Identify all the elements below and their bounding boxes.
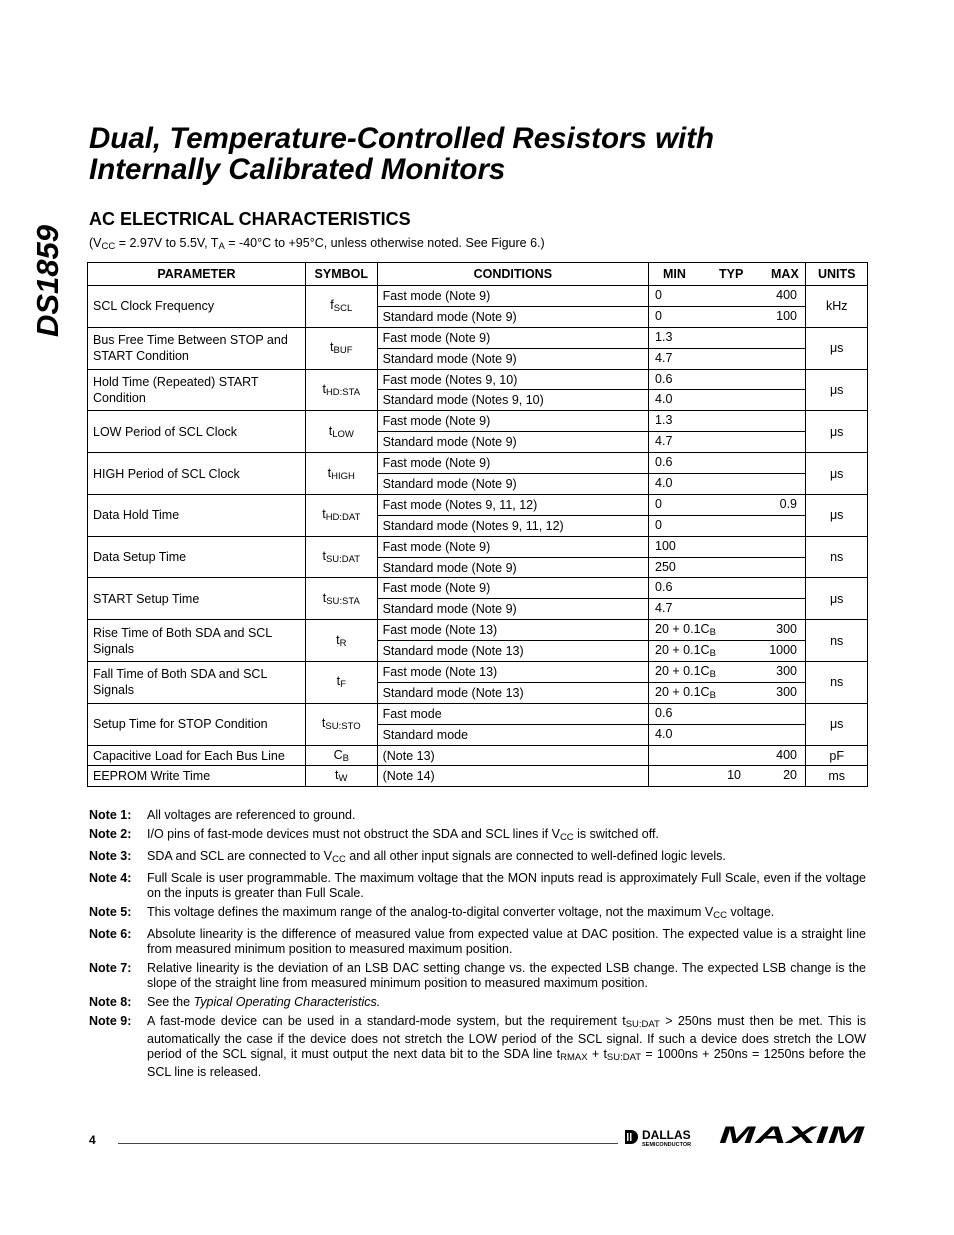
min-value bbox=[655, 727, 715, 741]
min-text: 4.7 bbox=[655, 601, 673, 616]
symbol-subscript: LOW bbox=[332, 428, 354, 440]
symbol-cell bbox=[305, 766, 377, 787]
condition-cell: Fast mode (Notes 9, 10) bbox=[377, 369, 648, 390]
condition-cell: Fast mode (Note 9) bbox=[377, 536, 648, 557]
values-cell bbox=[649, 703, 806, 724]
min-value bbox=[655, 518, 715, 532]
condition-cell: Fast mode (Note 13) bbox=[377, 620, 648, 641]
symbol-cell bbox=[305, 369, 377, 411]
note-fragment: A fast-mode device can be used in a standard-mode system, but the requirement t bbox=[147, 1014, 626, 1028]
condition-cell: Standard mode (Note 9) bbox=[377, 306, 648, 327]
note-text bbox=[147, 849, 866, 867]
min-text: 4.7 bbox=[655, 434, 673, 449]
values-cell bbox=[649, 641, 806, 662]
param-cell: Hold Time (Repeated) START Condition bbox=[88, 369, 306, 411]
values-cell bbox=[649, 369, 806, 390]
symbol-cell bbox=[305, 703, 377, 745]
table-row bbox=[88, 453, 868, 474]
min-text: 0 bbox=[655, 288, 662, 302]
min-text: 20 + 0.1C bbox=[655, 664, 710, 679]
header-symbol: SYMBOL bbox=[305, 263, 377, 286]
note-fragment: > 250ns must then be met. This is automatically the case if the device does not stretch the LOW period of the SCL signal. If such a device does stretch the LOW period of the SCL signal, it must output the next data bit to the SDA line t bbox=[147, 1014, 866, 1061]
typ-value: 10 bbox=[727, 768, 742, 783]
symbol-base: t bbox=[335, 768, 339, 783]
units-cell: μs bbox=[806, 703, 868, 745]
param-cell: Data Hold Time bbox=[88, 494, 306, 536]
min-text: 4.0 bbox=[655, 392, 673, 407]
condition-cell: Standard mode (Notes 9, 11, 12) bbox=[377, 515, 648, 536]
symbol-subscript: R bbox=[339, 637, 347, 649]
min-value bbox=[655, 601, 715, 615]
min-subscript: B bbox=[709, 627, 716, 639]
values-cell bbox=[649, 745, 806, 766]
note-fragment: Full Scale is user programmable. The maximum voltage that the MON inputs read is approximately Full Scale, even if the voltage on the inputs is greater than Full Scale. bbox=[147, 871, 866, 900]
page-title bbox=[89, 123, 714, 185]
values-cell bbox=[649, 557, 806, 578]
values-cell bbox=[649, 474, 806, 495]
symbol-subscript: F bbox=[340, 679, 346, 691]
units-cell: ms bbox=[806, 766, 868, 787]
note-label: Note 1: bbox=[89, 808, 132, 822]
header-conditions: CONDITIONS bbox=[377, 263, 648, 286]
table-row bbox=[88, 662, 868, 683]
note-fragment: and all other input signals are connected to well-defined logic levels. bbox=[345, 849, 726, 863]
min-value bbox=[655, 497, 715, 511]
symbol-base: t bbox=[322, 590, 327, 605]
note-italic: Typical Operating Characteristics. bbox=[193, 995, 381, 1009]
note-label: Note 3: bbox=[89, 849, 132, 863]
condition-cell: Fast mode (Note 13) bbox=[377, 662, 648, 683]
min-value bbox=[655, 622, 735, 638]
values-cell bbox=[649, 348, 806, 369]
min-value bbox=[655, 580, 715, 594]
note-subscript: RMAX bbox=[560, 1052, 588, 1063]
title-line-2: Internally Calibrated Monitors bbox=[89, 153, 506, 186]
table-row bbox=[88, 766, 868, 787]
note-fragment: All voltages are referenced to ground. bbox=[147, 808, 356, 822]
note-label: Note 2: bbox=[89, 827, 132, 841]
note-label: Note 7: bbox=[89, 961, 132, 975]
note-subscript: SU:DAT bbox=[625, 1019, 660, 1030]
min-text: 20 + 0.1C bbox=[655, 622, 710, 637]
values-cell bbox=[649, 724, 806, 745]
note-label: Note 8: bbox=[89, 995, 132, 1009]
table-row bbox=[88, 494, 868, 515]
param-cell: Bus Free Time Between STOP and START Condition bbox=[88, 327, 306, 369]
note-subscript: SU:DAT bbox=[606, 1052, 642, 1063]
note-item bbox=[89, 927, 866, 957]
min-text: 4.7 bbox=[655, 350, 673, 365]
table-row bbox=[88, 411, 868, 432]
min-text: 4.0 bbox=[655, 476, 673, 491]
min-value bbox=[655, 351, 715, 365]
values-cell bbox=[649, 766, 806, 787]
min-subscript: B bbox=[709, 689, 716, 701]
min-value bbox=[655, 413, 715, 427]
note-item bbox=[89, 871, 866, 901]
param-cell: Setup Time for STOP Condition bbox=[88, 703, 306, 745]
note-text bbox=[147, 871, 866, 901]
min-value bbox=[655, 392, 715, 406]
ac-characteristics-table bbox=[87, 262, 868, 787]
min-text: 0.6 bbox=[655, 371, 673, 386]
symbol-subscript: SU:STA bbox=[326, 595, 360, 607]
min-value bbox=[655, 685, 735, 701]
note-text bbox=[147, 827, 866, 845]
condition-cell: Fast mode (Note 9) bbox=[377, 286, 648, 307]
values-cell bbox=[649, 286, 806, 307]
max-value: 0.9 bbox=[779, 496, 798, 511]
min-text: 0.6 bbox=[655, 705, 673, 720]
note-subscript: CC bbox=[559, 832, 574, 843]
table-row bbox=[88, 286, 868, 307]
param-cell: LOW Period of SCL Clock bbox=[88, 411, 306, 453]
svg-text:DALLAS: DALLAS bbox=[642, 1128, 691, 1142]
note-item bbox=[89, 961, 866, 991]
note-item bbox=[89, 1014, 866, 1080]
section-heading: AC ELECTRICAL CHARACTERISTICS bbox=[89, 209, 411, 229]
min-value bbox=[655, 706, 715, 720]
min-value bbox=[655, 476, 715, 490]
note-fragment: This voltage defines the maximum range of the analog-to-digital converter voltage, not the maximum V bbox=[147, 905, 714, 919]
values-cell bbox=[649, 682, 806, 703]
min-value bbox=[655, 309, 715, 323]
symbol-cell bbox=[305, 286, 377, 328]
param-cell: Capacitive Load for Each Bus Line bbox=[88, 745, 306, 766]
min-text: 20 + 0.1C bbox=[655, 684, 710, 699]
note-fragment: Absolute linearity is the difference of measured value from expected value at DAC position. The expected value is a straight line from measured minimum position to measured maximum position. bbox=[147, 927, 866, 956]
note-label: Note 5: bbox=[89, 905, 132, 919]
param-cell: EEPROM Write Time bbox=[88, 766, 306, 787]
symbol-base: t bbox=[321, 716, 326, 731]
note-item bbox=[89, 849, 866, 867]
symbol-base: C bbox=[333, 747, 343, 762]
symbol-subscript: HIGH bbox=[331, 470, 355, 482]
min-text: 0 bbox=[655, 308, 662, 323]
values-cell bbox=[649, 390, 806, 411]
values-cell bbox=[649, 453, 806, 474]
table-row bbox=[88, 703, 868, 724]
min-text: 250 bbox=[655, 559, 676, 574]
condition-cell: Fast mode (Note 9) bbox=[377, 453, 648, 474]
min-subscript: B bbox=[709, 669, 716, 681]
table-row bbox=[88, 578, 868, 599]
symbol-base: t bbox=[322, 549, 326, 564]
symbol-cell bbox=[305, 494, 377, 536]
param-cell: Data Setup Time bbox=[88, 536, 306, 578]
max-value: 300 bbox=[776, 684, 798, 699]
table-row bbox=[88, 620, 868, 641]
units-cell: pF bbox=[806, 745, 868, 766]
min-text: 1.3 bbox=[655, 329, 673, 344]
note-fragment: is switched off. bbox=[573, 827, 659, 841]
min-text: 0 bbox=[655, 496, 662, 511]
condition-cell: Standard mode (Note 9) bbox=[377, 432, 648, 453]
note-text bbox=[147, 808, 866, 823]
units-cell: μs bbox=[806, 578, 868, 620]
values-cell bbox=[649, 515, 806, 536]
symbol-base: f bbox=[330, 298, 334, 313]
min-value bbox=[655, 539, 715, 553]
param-cell: HIGH Period of SCL Clock bbox=[88, 453, 306, 495]
symbol-cell bbox=[305, 411, 377, 453]
units-cell: kHz bbox=[806, 286, 868, 328]
table-row bbox=[88, 369, 868, 390]
symbol-subscript: W bbox=[338, 773, 348, 785]
symbol-subscript: SU:DAT bbox=[325, 554, 361, 566]
table-header-row bbox=[88, 263, 868, 286]
header-min-typ-max: MIN TYP MAX bbox=[649, 263, 806, 286]
max-value: 20 bbox=[783, 768, 798, 783]
min-value bbox=[655, 288, 715, 302]
note-text bbox=[147, 1014, 866, 1080]
min-text: 20 + 0.1C bbox=[655, 643, 710, 658]
symbol-cell bbox=[305, 536, 377, 578]
max-value: 400 bbox=[776, 288, 798, 302]
values-cell bbox=[649, 599, 806, 620]
footer-rule bbox=[118, 1143, 618, 1144]
svg-text:SEMICONDUCTOR: SEMICONDUCTOR bbox=[642, 1142, 692, 1148]
min-value bbox=[655, 643, 735, 659]
min-value bbox=[655, 560, 715, 574]
symbol-cell bbox=[305, 578, 377, 620]
table-row bbox=[88, 327, 868, 348]
values-cell bbox=[649, 536, 806, 557]
note-subscript: CC bbox=[713, 910, 727, 921]
condition-cell: Fast mode (Note 9) bbox=[377, 578, 648, 599]
values-cell bbox=[649, 494, 806, 515]
units-cell: μs bbox=[806, 453, 868, 495]
max-value: 300 bbox=[776, 622, 798, 637]
condition-cell: Fast mode bbox=[377, 703, 648, 724]
min-value bbox=[655, 664, 735, 680]
min-text: 0 bbox=[655, 517, 662, 532]
param-cell: Fall Time of Both SDA and SCL Signals bbox=[88, 662, 306, 704]
symbol-cell bbox=[305, 453, 377, 495]
units-cell: μs bbox=[806, 327, 868, 369]
condition-cell: Standard mode (Note 9) bbox=[377, 474, 648, 495]
min-subscript: B bbox=[709, 648, 716, 660]
condition-cell: Standard mode bbox=[377, 724, 648, 745]
units-cell: ns bbox=[806, 620, 868, 662]
table-row bbox=[88, 536, 868, 557]
values-cell bbox=[649, 432, 806, 453]
maxim-logo bbox=[719, 1124, 866, 1146]
param-cell: SCL Clock Frequency bbox=[88, 286, 306, 328]
note-fragment: Relative linearity is the deviation of an LSB DAC setting change vs. the expected LSB change. The expected LSB change is the slope of the straight line from measured minimum position to measured maximum position. bbox=[147, 961, 866, 990]
condition-cell: Standard mode (Note 9) bbox=[377, 348, 648, 369]
symbol-subscript: BUF bbox=[333, 345, 353, 357]
condition-cell: (Note 14) bbox=[377, 766, 648, 787]
max-value: 400 bbox=[776, 747, 798, 762]
min-value bbox=[655, 330, 715, 344]
dallas-semiconductor-logo bbox=[623, 1126, 713, 1148]
min-value bbox=[655, 455, 715, 469]
note-subscript: CC bbox=[332, 854, 346, 865]
symbol-base: t bbox=[336, 632, 340, 647]
note-item bbox=[89, 995, 866, 1010]
header-units: UNITS bbox=[806, 263, 868, 286]
symbol-subscript: HD:STA bbox=[325, 386, 361, 398]
values-cell bbox=[649, 620, 806, 641]
units-cell: μs bbox=[806, 411, 868, 453]
max-value: 1000 bbox=[769, 643, 798, 658]
condition-cell: Standard mode (Note 9) bbox=[377, 557, 648, 578]
values-cell bbox=[649, 411, 806, 432]
symbol-base: t bbox=[336, 674, 341, 689]
max-value: 300 bbox=[776, 664, 798, 679]
note-item bbox=[89, 905, 866, 923]
symbol-base: t bbox=[322, 381, 326, 396]
units-cell: μs bbox=[806, 494, 868, 536]
condition-cell: Standard mode (Note 13) bbox=[377, 682, 648, 703]
note-fragment: SDA and SCL are connected to V bbox=[147, 849, 333, 863]
section-conditions: ($V_{CC} = 2.97V$ to 5.5V, $T_A = -40^\circ C$ to +95°C, unless otherwise noted. See Figure 6.) bbox=[89, 236, 545, 252]
units-cell: ns bbox=[806, 536, 868, 578]
symbol-base: t bbox=[327, 465, 332, 480]
symbol-cell bbox=[305, 662, 377, 704]
title-line-1: Dual, Temperature-Controlled Resistors with bbox=[89, 122, 715, 155]
condition-cell: (Note 13) bbox=[377, 745, 648, 766]
symbol-base: t bbox=[330, 340, 334, 355]
symbol-cell bbox=[305, 745, 377, 766]
note-fragment: = 1000ns + 250ns = 1250ns before the SCL line is released. bbox=[147, 1047, 866, 1079]
note-fragment: voltage. bbox=[727, 905, 775, 919]
units-cell: ns bbox=[806, 662, 868, 704]
note-fragment: + t bbox=[587, 1047, 607, 1061]
max-value: 100 bbox=[776, 308, 798, 323]
values-cell bbox=[649, 578, 806, 599]
note-item bbox=[89, 808, 866, 823]
side-part-number: DS1859 bbox=[30, 224, 65, 338]
condition-cell: Fast mode (Note 9) bbox=[377, 327, 648, 348]
min-text: 1.3 bbox=[655, 413, 673, 428]
param-cell: Rise Time of Both SDA and SCL Signals bbox=[88, 620, 306, 662]
note-label: Note 6: bbox=[89, 927, 132, 941]
note-text bbox=[147, 961, 866, 991]
note-text bbox=[147, 905, 866, 923]
symbol-subscript: SCL bbox=[333, 303, 353, 315]
notes-list bbox=[89, 808, 866, 1084]
condition-cell: Fast mode (Note 9) bbox=[377, 411, 648, 432]
symbol-subscript: B bbox=[342, 752, 349, 764]
note-text bbox=[147, 927, 866, 957]
values-cell bbox=[649, 306, 806, 327]
symbol-base: t bbox=[322, 507, 326, 522]
note-fragment: I/O pins of fast-mode devices must not obstruct the SDA and SCL lines if V bbox=[147, 827, 560, 841]
condition-cell: Standard mode (Note 9) bbox=[377, 599, 648, 620]
values-cell bbox=[649, 327, 806, 348]
condition-cell: Standard mode (Note 13) bbox=[377, 641, 648, 662]
min-text: 0.6 bbox=[655, 455, 673, 470]
symbol-subscript: HD:DAT bbox=[325, 512, 361, 524]
note-item bbox=[89, 827, 866, 845]
note-fragment: See the bbox=[147, 995, 194, 1009]
symbol-cell bbox=[305, 327, 377, 369]
symbol-subscript: SU:STO bbox=[325, 721, 361, 733]
note-label: Note 9: bbox=[89, 1014, 132, 1028]
values-cell bbox=[649, 662, 806, 683]
min-text: 4.0 bbox=[655, 726, 673, 741]
min-text: 100 bbox=[655, 538, 676, 553]
units-cell: μs bbox=[806, 369, 868, 411]
param-cell: START Setup Time bbox=[88, 578, 306, 620]
page-number: 4 bbox=[89, 1133, 96, 1147]
note-label: Note 4: bbox=[89, 871, 132, 885]
note-text bbox=[147, 995, 866, 1010]
condition-cell: Standard mode (Notes 9, 10) bbox=[377, 390, 648, 411]
min-text: 0.6 bbox=[655, 580, 673, 595]
header-parameter: PARAMETER bbox=[88, 263, 306, 286]
min-value bbox=[655, 434, 715, 448]
table-row bbox=[88, 745, 868, 766]
svg-text:MAXIM: MAXIM bbox=[719, 1124, 866, 1146]
symbol-cell bbox=[305, 620, 377, 662]
min-value bbox=[655, 372, 715, 386]
symbol-base: t bbox=[328, 423, 333, 438]
condition-cell: Fast mode (Notes 9, 11, 12) bbox=[377, 494, 648, 515]
